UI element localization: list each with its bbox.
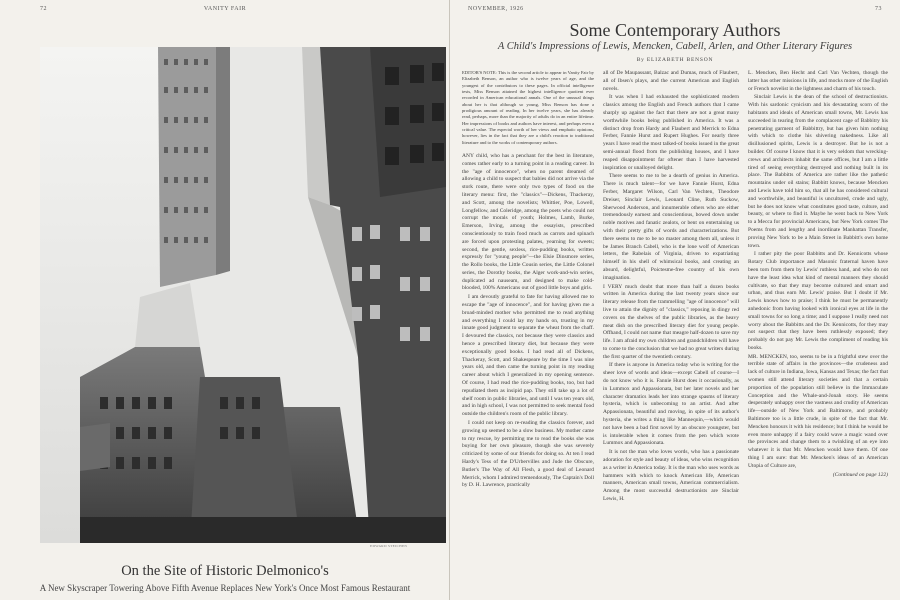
page-number-right: 73 <box>875 6 882 12</box>
article-column-1 <box>462 70 594 595</box>
article-column-2 <box>603 70 739 595</box>
paragraph: I rather pity the poor Babbitts and Dr. Kennicotts whose Rotary Club importance and Masonic fraternal haven have been torn from them by Lewis' ruthless hand, and who do not have the least idea what kind of mental manners they should cultivate, so that they may become cultured and smart and urban, and thus earn Mr. Lewis' praise. But I doubt if Mr. Lewis knows how to praise; I think he must be permanently anhedonic from having looked with ironical eyes at life in the small towns for so long a time; and I suppose I really need not worry about the Babbitts and the Dr. Kennicotts, for they may not suspect that they have been ruthlessly exposed; they probably do not pay Mr. Lewis the compliment of reading his books. <box>748 251 888 351</box>
right-page <box>450 0 900 600</box>
page-number-left: 72 <box>40 6 47 12</box>
paragraph: L. Mencken, Ben Hecht and Carl Van Vechten, though the latter has other missions in life, and mocks more of the English or French novelist in the lightness and charm of his touch. <box>748 70 888 92</box>
editors-note: EDITOR'S NOTE: This is the second article to appear in Vanity Fair by Elizabeth Benson, an author who is twelve years of age, and the youngest of the contributors to these pages. In official intelligence tests, Miss Benson attained the highest intelligence quotient ever recorded in American educational annals. One of the unusual things about her is that although so young, Miss Benson has done a prodigious amount of reading. In her twelve years, she has already read, perhaps, more than the majority of adults do in an entire lifetime. Her impressions of books and authors have interest, and perhaps even a critical value. The especial worth of her views and emphatic opinions, however, lies in the fact that they are a child's reaction to traditional literature and to the works of contemporary authors. <box>462 70 594 145</box>
paragraph: MR. MENCKEN, too, seems to be in a frightful stew over the terrible state of affairs in the provinces—the crudeness and lack of culture in Indiana, Iowa, Kansas and Texas; the fact that women still attend literary societies and that a certain proportion of the population still believe in the Immaculate Conception and the Whale-and-Jonah story. He seems desperately unhappy over the vastness and crudity of American life—outside of New York and Baltimore, and probably Baltimore too is a little crude, in spite of the fact that Mr. Mencken honours it with his residence; but I think he would be even more unhappy if a fairy could wave a magic wand over the provinces and change them to a twinkling of an eye into whatever it is that Mr. Mencken would have them. Of one thing I am sure: that Mr. Mencken's ideas of an American Utopia of Culture are, <box>748 353 888 469</box>
photo-caption-subtitle: A New Skyscraper Towering Above Fifth Avenue Replaces New York's Once Most Famous Restaurant <box>39 583 411 593</box>
photo-credit: EDWARD STEICHEN <box>370 544 408 548</box>
paragraph: If there is anyone in America today who is writing for the sheer love of words and ideas—except Cabell of course—I do not know who it is. Fannie Hurst does it occasionally, as in Lummox and Appassionata, but her later novels and her character dramatics leads her into strange spasms of literary hysteria, which is unbecoming to an artist. And after Appassionata, beautiful and moving, in spite of its author's hysteria, she writes a thing like Mannequin,—which would not have been a bad first novel by an obscure youngster, but is intolerable when it comes from the pen which wrote Lummox and Appassionata. <box>603 362 739 447</box>
paragraph: all of De Maupassant, Balzac and Dumas, much of Flaubert, all of Ibsen's plays, and the current American and English novels. <box>603 70 739 92</box>
paragraph: It is not the man who loves words, who has a passionate adoration for style and beauty of ideas, who wins recognition as a writer in America today. It is the man who uses words as hammers with which to knock American life, American manners, American small towns, American commercialism. Among the most successful destructionists are Sinclair Lewis, H. <box>603 449 739 503</box>
article-title: Some Contemporary Authors <box>569 20 781 40</box>
paragraph: It was when I had exhausted the sophisticated modern classics among the English and French authors that I came sharply up against the fact that there are not a great many worthwhile books being published in America. It was a distinct drop from Hardy and Flaubert and Merrick to Edna Ferber, Fannie Hurst and Rupert Hughes. For nearly three years I have read the most talked-of books issued in the great semi-annual flood from the publishing houses, and I have reaped disappointment far oftener than I have harvested inspiration or unalloyed delight. <box>603 94 739 171</box>
article-column-3 <box>748 70 888 595</box>
paragraph: ANY child, who has a penchant for the best in literature, comes rather early to a turning point in a reading career. In the "age of innocence", when no parent dreamed of allowing a child to suspect that babies did not arrive via the stork route, there were only two types of food on the literary menu: first, the "classics"—Dickens, Thackeray, and Scott, among the novelists; Whittier, Poe, Lowell, Longfellow, and Coleridge, among the poets who could not corrupt the morals of youth; Holmes, Lamb, Burke, Emerson, Irving, among the essayists, prescribed conscientiously to train food much as carrots and spinach are forced upon protesting palates, yearning for sweets; second, the gentle, sexless, rice-pudding books, written expressly for "young people"—the Elsie Dinsmore series, the Rollo books, the Little Cousin series, the Little Colonel series, the Dorothy books, the Alger work-and-win series, duplicated ad nauseam, and designed to make cold-blooded, 100% Americans out of good little boys and girls. <box>462 152 594 292</box>
article-byline: By ELIZABETH BENSON <box>636 57 714 63</box>
article-subtitle: A Child's Impressions of Lewis, Mencken, Cabell, Arlen, and Other Literary Figures <box>497 41 853 52</box>
paragraph: I am devoutly grateful to fate for having allowed me to escape the "age of innocence", and for having given me a broad-minded mother who permitted me to read anything and everything I could lay my hands on, trusting in my innate good judgment to separate the wheat from the chaff. I devoured the classics, not because they were classics and hence a prescribed literary diet, but because they were exceptionally good books. I had read all of Dickens, Thackeray, Scott, and Shakespeare by the time I was nine years old, and then came the turning point in my reading career about which I generalized in my opening sentence. Of course, I had read the rice-pudding books, too, but had repudiated them as insipid pap. They still take up a lot of shelf room in public libraries, and until I was ten years old, and in high school, I was not permitted to seek mental food outside the children's room of the public library. <box>462 294 594 418</box>
paragraph: I could not keep on re-reading the classics forever, and growing up seemed to be a slow business. My mother came to my rescue, by permitting me to read the books she was buying for her own pleasure, though she was severely criticized by some of our friends for doing so. At ten I read Hardy's Tess of the D'Urbervilles and Jude the Obscure, Butler's The Way of All Flesh, a good deal of Leonard Merrick, whom I admired tremendously, The Captain's Doll by D. H. Lawrence, practically <box>462 420 594 489</box>
running-head-right: NOVEMBER, 1926 <box>468 6 524 12</box>
running-head-left: VANITY FAIR <box>203 6 247 12</box>
skyscraper-photograph <box>40 47 446 543</box>
photo-caption-title: On the Site of Historic Delmonico's <box>121 563 329 579</box>
paragraph: I VERY much doubt that more than half a dozen books written in America during the last twenty years since our literary release from the trammelling "age of innocence" will live to attain the dignity of "classics," reposing in dingy red covers on the shelves of the public libraries, as the heavy meat dish on the prescribed literary diet for young people. Offhand, I could not name that meagre half-dozen to save my life. I am afraid my own children and grandchildren will have to come to the conclusion that we had no great writers during the first quarter of the twentieth century. <box>603 283 739 360</box>
paragraph: There seems to me to be a dearth of genius in America. There is much talent—for we have Fannie Hurst, Edna Ferber, Margaret Wilson, Carl Van Vechten, Theodore Dreiser, Sinclair Lewis, Leonard Cline, Ruth Suckow, Sherwood Anderson, and innumerable others who are either tremendously earnest and conscientious, bowed down under noble motives and fanatic zealots, or bent on entertaining us with their pretty gifts of words and characterizations. But there seems to me to be no master among them all, unless it be James Branch Cabell, who is the lone wolf of American letters, the Rabelais of Virginia, driven to expatriating himself in his shell of whimsical books, and creating an absurd, delightful, Poictesme-free country of his own imagination. <box>603 173 739 281</box>
continued-note: (Continued on page 122) <box>832 471 888 478</box>
paragraph: Sinclair Lewis is the dean of the school of destructionists. With his sardonic cynicism and his devastating scorn of the habitants and ideals of American small towns, Mr. Lewis has succeeded in tearing from the complacent cage of Babbitry his penetrating garment of Babbittry, but has given him nothing with which to clothe his shivering nakedness. Like all disillusioned spirits, Lewis is a destroyer. But he is not a builder. Of course I know that it is very seldom that wrecking-crews and architects inhabit the same offices, but I am a little tired of seeing everything destroyed and nothing built in its place. The Babbitts of America are rather like the pathetic mountains under oil stains; Babbitt knows, because Mencken and Lewis have told him so, that all he has considered cultural and worthwhile, and beautiful is uncultured, crude and ugly, but he does not know what constitutes good taste, culture, and beauty, or where to find it. Maybe he went back to New York to a Mecca for provincial Americans, but New York comes The Poems from and lengthy and inordinate Manhattan Transfer, proving New York to be a Main Street in Babbitt's own home town. <box>748 94 888 249</box>
